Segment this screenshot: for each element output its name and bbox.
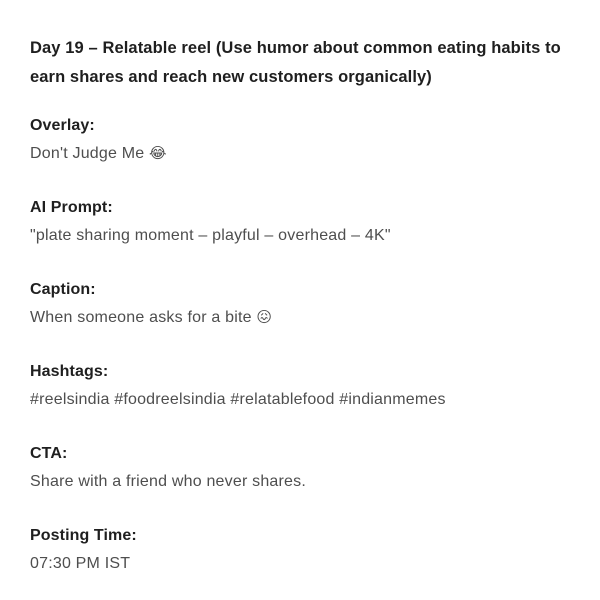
- overlay-label: Overlay:: [30, 117, 95, 134]
- page-title: Day 19 – Relatable reel (Use humor about common eating habits to earn shares and reach new customers organically): [30, 39, 561, 86]
- hashtags-label: Hashtags:: [30, 363, 109, 380]
- overlay-text: Don't Judge Me: [30, 145, 150, 162]
- posting-time-label: Posting Time:: [30, 527, 137, 544]
- section-ai-prompt: [30, 194, 570, 250]
- ai-prompt-label: AI Prompt:: [30, 199, 113, 216]
- hashtags-text: #reelsindia #foodreelsindia #relatablefood #indianmemes: [30, 391, 446, 408]
- section-hashtags: [30, 358, 570, 414]
- section-caption: [30, 276, 570, 332]
- section-posting-time: [30, 522, 570, 578]
- caption-text: When someone asks for a bite: [30, 309, 257, 326]
- posting-time-text: 07:30 PM IST: [30, 555, 131, 572]
- caption-value-line: [30, 304, 570, 332]
- section-cta: [30, 440, 570, 496]
- overlay-value-line: [30, 140, 570, 168]
- face-with-tears-of-joy-emoji: 😂: [149, 145, 167, 162]
- cta-label: CTA:: [30, 445, 68, 462]
- ai-prompt-text: "plate sharing moment – playful – overhead – 4K": [30, 227, 391, 244]
- cta-text: Share with a friend who never shares.: [30, 473, 306, 490]
- confounded-face-emoji: 😖: [256, 309, 273, 326]
- section-overlay: [30, 112, 570, 168]
- caption-label: Caption:: [30, 281, 96, 298]
